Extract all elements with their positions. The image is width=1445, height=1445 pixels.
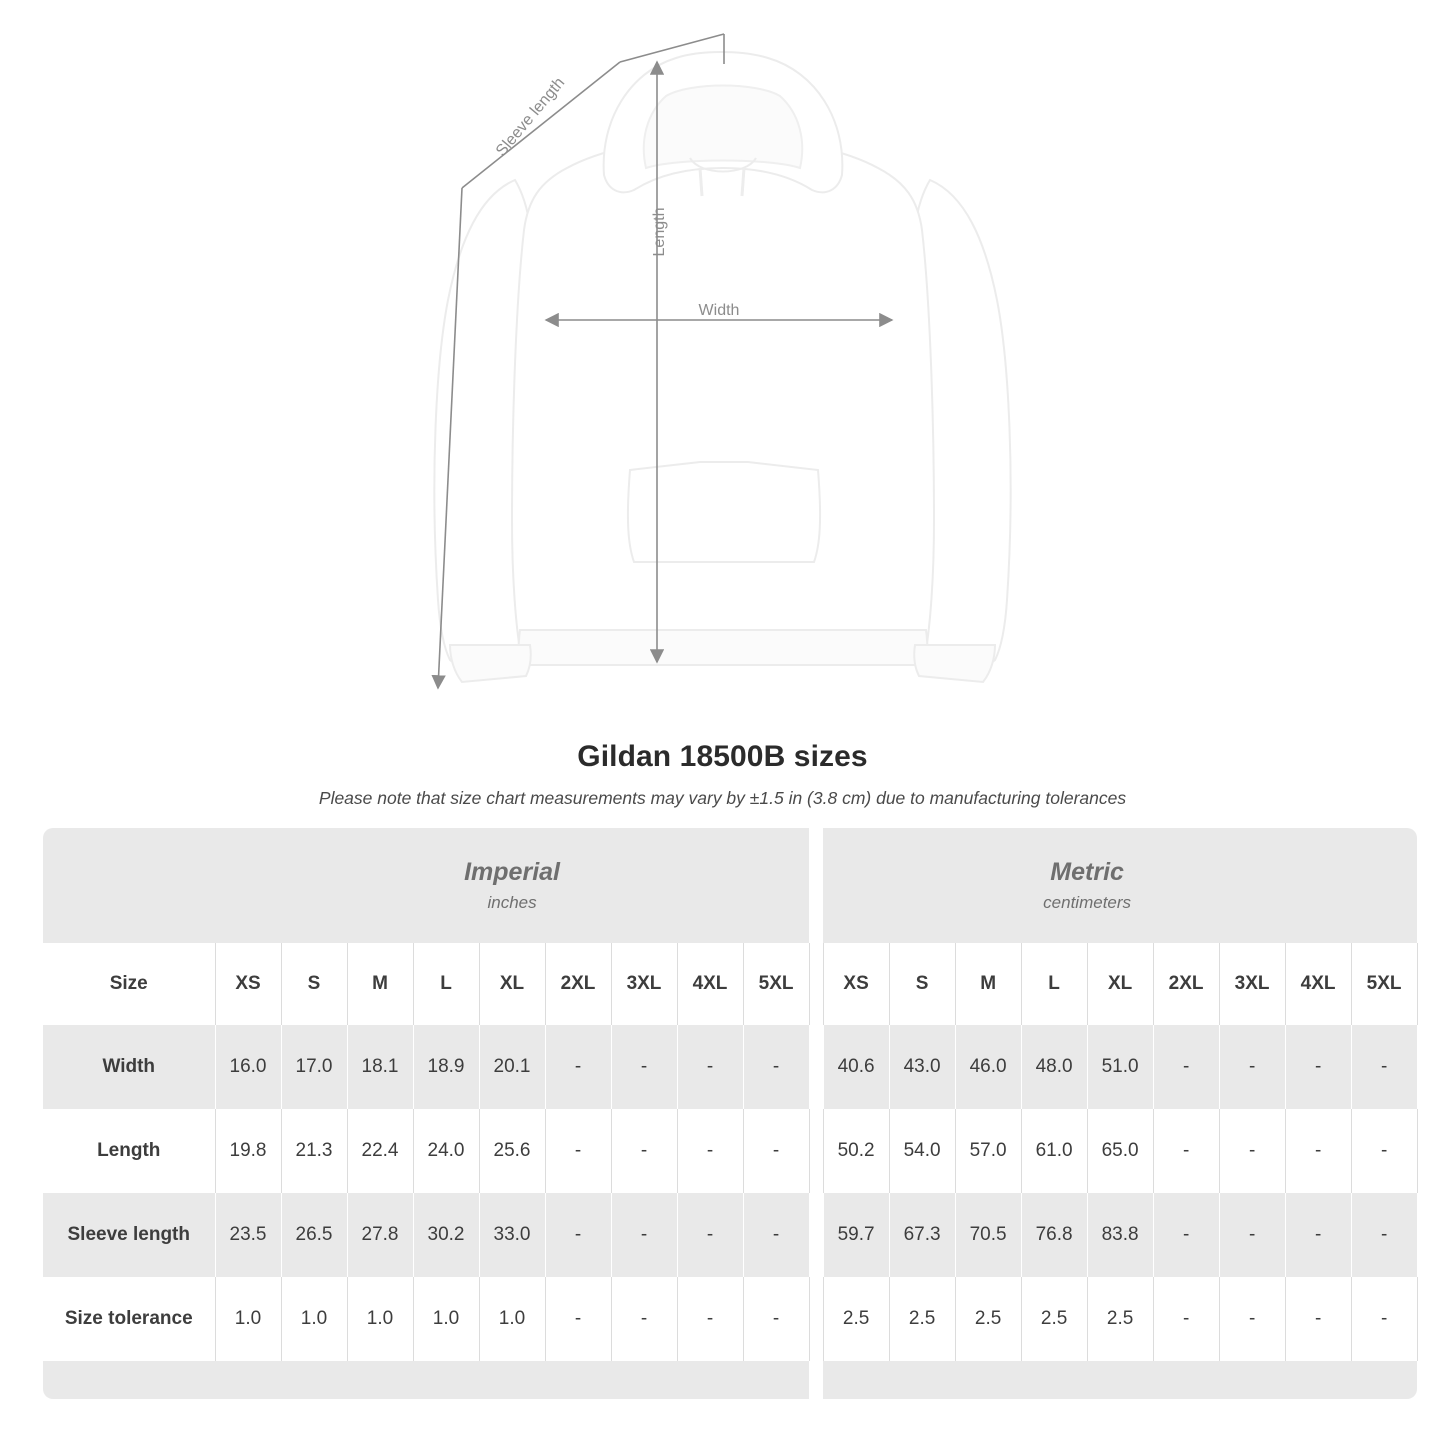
cell-width-imperial-m: 18.1 <box>347 1025 413 1109</box>
cell-width-metric-5xl: - <box>1351 1025 1417 1109</box>
unit-imperial-sub: inches <box>487 892 537 912</box>
header-metric-s: S <box>889 943 955 1025</box>
header-metric-5xl: 5XL <box>1351 943 1417 1025</box>
header-imperial-3xl: 3XL <box>611 943 677 1025</box>
cell-width-imperial-xl: 20.1 <box>479 1025 545 1109</box>
header-metric-4xl: 4XL <box>1285 943 1351 1025</box>
footer-corner-left <box>43 1361 215 1399</box>
header-imperial-s: S <box>281 943 347 1025</box>
cell-length-imperial-xs: 19.8 <box>215 1109 281 1193</box>
tolerance-note: Please note that size chart measurements may vary by ±1.5 in (3.8 cm) due to manufacturing tolerances <box>318 788 1127 808</box>
unit-header-row <box>43 828 1417 943</box>
unit-imperial-name: Imperial <box>464 858 560 887</box>
cell-tolerance-metric-m: 2.5 <box>955 1277 1021 1361</box>
cell-tolerance-metric-2xl: - <box>1153 1277 1219 1361</box>
header-imperial-l: L <box>413 943 479 1025</box>
cell-length-imperial-5xl: - <box>743 1109 809 1193</box>
cell-tolerance-metric-4xl: - <box>1285 1277 1351 1361</box>
unit-corner-cell-right <box>1351 828 1417 943</box>
cell-sleeve-imperial-4xl: - <box>677 1193 743 1277</box>
table-row <box>43 1109 1417 1193</box>
table-row <box>43 1193 1417 1277</box>
cell-width-metric-s: 43.0 <box>889 1025 955 1109</box>
header-metric-xs: XS <box>823 943 889 1025</box>
cell-length-imperial-m: 22.4 <box>347 1109 413 1193</box>
footer-gap <box>809 1361 823 1399</box>
unit-corner-cell <box>43 828 215 943</box>
cell-width-imperial-3xl: - <box>611 1025 677 1109</box>
cell-tolerance-imperial-3xl: - <box>611 1277 677 1361</box>
footer-metric <box>823 1361 1351 1399</box>
cell-length-metric-3xl: - <box>1219 1109 1285 1193</box>
cell-sleeve-metric-3xl: - <box>1219 1193 1285 1277</box>
header-metric-m: M <box>955 943 1021 1025</box>
cell-sleeve-metric-s: 67.3 <box>889 1193 955 1277</box>
cell-width-imperial-s: 17.0 <box>281 1025 347 1109</box>
cell-width-imperial-5xl: - <box>743 1025 809 1109</box>
unit-metric-sub: centimeters <box>1043 892 1132 912</box>
cell-sleeve-imperial-m: 27.8 <box>347 1193 413 1277</box>
cell-tolerance-imperial-m: 1.0 <box>347 1277 413 1361</box>
cell-length-metric-l: 61.0 <box>1021 1109 1087 1193</box>
cell-width-metric-3xl: - <box>1219 1025 1285 1109</box>
cell-tolerance-imperial-2xl: - <box>545 1277 611 1361</box>
cell-width-imperial-xs: 16.0 <box>215 1025 281 1109</box>
header-metric-3xl: 3XL <box>1219 943 1285 1025</box>
row-gap <box>809 1277 823 1361</box>
cell-length-metric-5xl: - <box>1351 1109 1417 1193</box>
row-label-length: Length <box>43 1109 215 1193</box>
cell-tolerance-metric-5xl: - <box>1351 1277 1417 1361</box>
label-width: Width <box>698 302 740 319</box>
cell-sleeve-metric-xs: 59.7 <box>823 1193 889 1277</box>
title-block <box>0 740 1445 809</box>
cell-length-imperial-xl: 25.6 <box>479 1109 545 1193</box>
cell-width-imperial-l: 18.9 <box>413 1025 479 1109</box>
unit-metric-cell <box>823 828 1351 943</box>
header-gap <box>809 943 823 1025</box>
cell-sleeve-imperial-3xl: - <box>611 1193 677 1277</box>
cell-sleeve-imperial-s: 26.5 <box>281 1193 347 1277</box>
row-label-sleeve-length: Sleeve length <box>43 1193 215 1277</box>
size-table <box>43 828 1418 1399</box>
cell-tolerance-imperial-5xl: - <box>743 1277 809 1361</box>
cell-width-metric-m: 46.0 <box>955 1025 1021 1109</box>
row-gap <box>809 1025 823 1109</box>
header-imperial-xs: XS <box>215 943 281 1025</box>
table-footer-band <box>43 1361 1417 1399</box>
cell-sleeve-metric-5xl: - <box>1351 1193 1417 1277</box>
header-imperial-2xl: 2XL <box>545 943 611 1025</box>
header-imperial-4xl: 4XL <box>677 943 743 1025</box>
unit-gap-cell <box>809 828 823 943</box>
cell-length-metric-s: 54.0 <box>889 1109 955 1193</box>
header-metric-l: L <box>1021 943 1087 1025</box>
unit-metric-name: Metric <box>1050 858 1124 887</box>
page-title: Gildan 18500B sizes <box>577 740 868 773</box>
cell-tolerance-imperial-xs: 1.0 <box>215 1277 281 1361</box>
cell-length-metric-2xl: - <box>1153 1109 1219 1193</box>
footer-imperial <box>215 1361 809 1399</box>
cell-width-metric-2xl: - <box>1153 1025 1219 1109</box>
cell-length-imperial-2xl: - <box>545 1109 611 1193</box>
cell-width-metric-4xl: - <box>1285 1025 1351 1109</box>
cell-sleeve-metric-xl: 83.8 <box>1087 1193 1153 1277</box>
cell-sleeve-imperial-xl: 33.0 <box>479 1193 545 1277</box>
header-size-label: Size <box>43 943 215 1025</box>
size-table-wrapper <box>43 828 1403 1399</box>
cell-length-metric-4xl: - <box>1285 1109 1351 1193</box>
cell-tolerance-imperial-4xl: - <box>677 1277 743 1361</box>
cell-width-imperial-4xl: - <box>677 1025 743 1109</box>
cell-sleeve-metric-m: 70.5 <box>955 1193 1021 1277</box>
cell-tolerance-imperial-s: 1.0 <box>281 1277 347 1361</box>
header-imperial-m: M <box>347 943 413 1025</box>
hoodie-shape <box>434 52 1010 682</box>
cell-sleeve-metric-l: 76.8 <box>1021 1193 1087 1277</box>
cell-length-metric-xs: 50.2 <box>823 1109 889 1193</box>
cell-sleeve-metric-4xl: - <box>1285 1193 1351 1277</box>
label-length: Length <box>651 207 668 257</box>
label-sleeve-length: Sleeve length <box>492 74 569 160</box>
cell-tolerance-imperial-xl: 1.0 <box>479 1277 545 1361</box>
cell-tolerance-imperial-l: 1.0 <box>413 1277 479 1361</box>
row-label-size-tolerance: Size tolerance <box>43 1277 215 1361</box>
cell-sleeve-imperial-l: 30.2 <box>413 1193 479 1277</box>
cell-length-imperial-l: 24.0 <box>413 1109 479 1193</box>
cell-width-metric-l: 48.0 <box>1021 1025 1087 1109</box>
header-imperial-xl: XL <box>479 943 545 1025</box>
table-row <box>43 1277 1417 1361</box>
cell-length-imperial-4xl: - <box>677 1109 743 1193</box>
cell-width-imperial-2xl: - <box>545 1025 611 1109</box>
size-header-row <box>43 943 1417 1025</box>
table-row <box>43 1025 1417 1109</box>
row-gap <box>809 1109 823 1193</box>
cell-sleeve-metric-2xl: - <box>1153 1193 1219 1277</box>
cell-length-metric-xl: 65.0 <box>1087 1109 1153 1193</box>
cell-width-metric-xs: 40.6 <box>823 1025 889 1109</box>
unit-imperial-cell <box>215 828 809 943</box>
row-label-width: Width <box>43 1025 215 1109</box>
header-metric-xl: XL <box>1087 943 1153 1025</box>
header-metric-2xl: 2XL <box>1153 943 1219 1025</box>
cell-length-metric-m: 57.0 <box>955 1109 1021 1193</box>
cell-sleeve-imperial-2xl: - <box>545 1193 611 1277</box>
cell-tolerance-metric-3xl: - <box>1219 1277 1285 1361</box>
cell-tolerance-metric-xl: 2.5 <box>1087 1277 1153 1361</box>
row-gap <box>809 1193 823 1277</box>
cell-tolerance-metric-xs: 2.5 <box>823 1277 889 1361</box>
cell-length-imperial-3xl: - <box>611 1109 677 1193</box>
cell-width-metric-xl: 51.0 <box>1087 1025 1153 1109</box>
header-imperial-5xl: 5XL <box>743 943 809 1025</box>
cell-sleeve-imperial-xs: 23.5 <box>215 1193 281 1277</box>
cell-sleeve-imperial-5xl: - <box>743 1193 809 1277</box>
cell-tolerance-metric-s: 2.5 <box>889 1277 955 1361</box>
cell-tolerance-metric-l: 2.5 <box>1021 1277 1087 1361</box>
cell-length-imperial-s: 21.3 <box>281 1109 347 1193</box>
footer-corner-right <box>1351 1361 1417 1399</box>
